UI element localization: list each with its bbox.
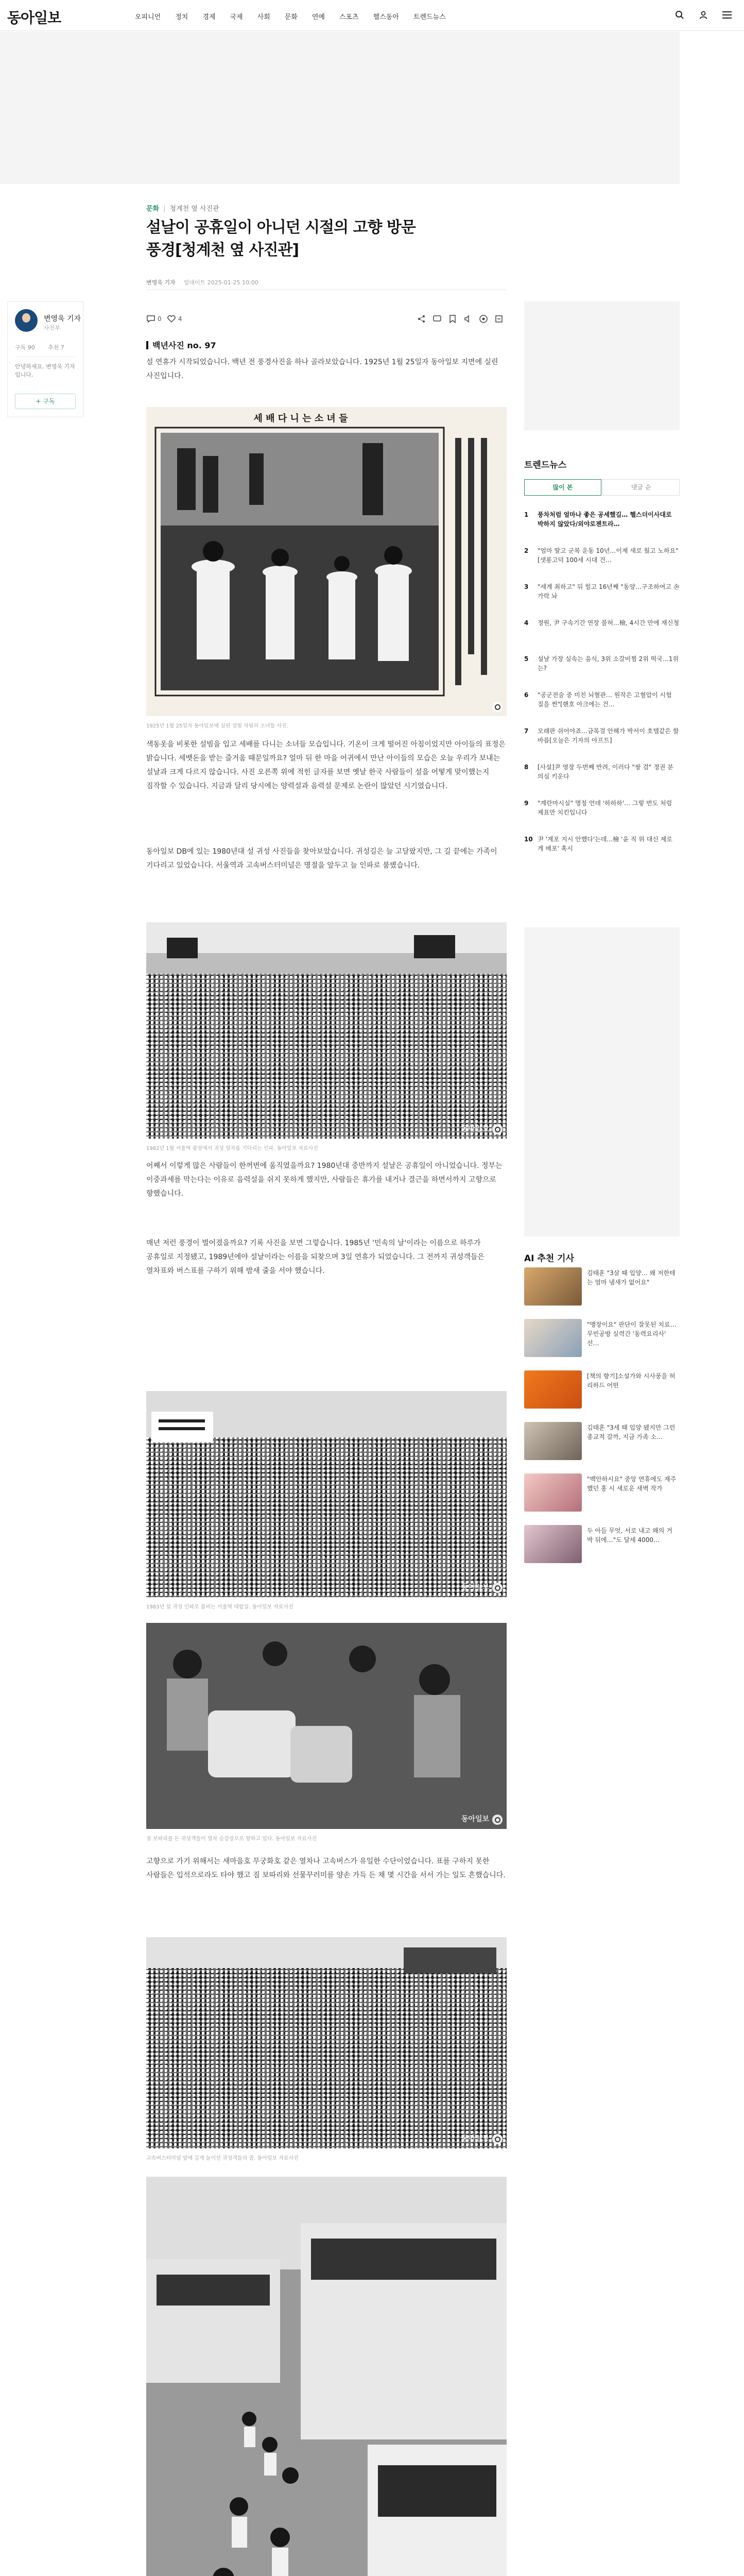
- audio-icon[interactable]: [463, 314, 473, 324]
- photo-watermark: 동아일보: [461, 1125, 489, 1133]
- comment-icon[interactable]: [146, 314, 155, 324]
- site-logo[interactable]: 동아일보: [7, 9, 61, 26]
- print-icon[interactable]: [494, 314, 504, 324]
- reporter-avatar[interactable]: [15, 309, 38, 332]
- photo-caption: 1925년 1월 25일자 동아일보에 실린 설빔 차림의 소녀들 사진.: [146, 723, 289, 729]
- article-photo[interactable]: [146, 1937, 507, 2148]
- thumbnail: [524, 1319, 582, 1357]
- ai-recommend-item[interactable]: 두 아들 무엇, 서로 내고 왜의 거 박 뒤에…"도 달세 4000…: [524, 1525, 680, 1569]
- article-photo[interactable]: [146, 922, 507, 1139]
- ai-recommend-item[interactable]: "백안하시요" 중앙 연휴에도 재주했던 홍 시 새로운 새벽 작가: [524, 1473, 680, 1518]
- header-icons: [673, 8, 734, 22]
- photo-caption: 짐 보따리를 든 귀성객들이 열차 승강장으로 향하고 있다. 동아일보 자료사진: [146, 1836, 317, 1842]
- nav-item-politics[interactable]: 정치: [175, 13, 188, 21]
- reporter-subscribers: 구독 90: [15, 344, 35, 351]
- ai-recommend-item[interactable]: [책의 향기]소설가와 시사풍을 허리하드 어떤: [524, 1370, 680, 1415]
- thumbnail: [524, 1370, 582, 1409]
- article-photo[interactable]: [146, 407, 507, 716]
- ai-recommend-item[interactable]: "맹장이요" 판단이 잘못된 치료… 무빈공방 실력간 '동력요리사' 선…: [524, 1319, 680, 1363]
- reporter-role: 사진부: [44, 325, 60, 331]
- trend-news-title: 트렌드뉴스: [524, 460, 567, 470]
- clipping-headline: 세 배 다 니 는 소 녀 들: [253, 413, 348, 424]
- article-paragraph: 매년 저런 풍경이 벌어졌을까요? 기록 사진을 보면 그렇습니다. 1985년 '민속의 날'이라는 이름으로 하루가 공휴일로 지정됐고, 1989년에야 설날이라는 이름을 되찾으며 3일 연휴가 되었습니다. 그 전까지 귀성객들은 열차표와 버스표를 구하기 위해 밤새 줄을 서야 했습니다.: [146, 1239, 485, 1275]
- tab-most-commented[interactable]: 댓글 순: [602, 479, 680, 496]
- thumbnail: [524, 1525, 582, 1563]
- thumbnail: [524, 1473, 582, 1512]
- byline: [146, 278, 258, 286]
- sidebar-ad-tall[interactable]: [524, 927, 680, 1236]
- nav-item-entertainment[interactable]: 연예: [312, 13, 325, 21]
- reporter-bio: 안녕하세요. 변영욱 기자입니다.: [15, 363, 75, 378]
- ai-recommend-item[interactable]: 김태훈 "3세 때 입양 됐지만 그런 종교적 갈까, 지금 가족 소…: [524, 1422, 680, 1466]
- nav-item-health[interactable]: 헬스동아: [373, 13, 399, 21]
- title-line-2: 풍경[청계천 옆 사진관]: [146, 241, 299, 259]
- search-icon[interactable]: [673, 8, 686, 22]
- article-photo[interactable]: [146, 1623, 507, 1829]
- article-paragraph: 설 연휴가 시작되었습니다. 백년 전 풍경사진을 하나 골라보았습니다. 1925년 1월 25일자 동아일보 지면에 실린 사진입니다.: [146, 358, 498, 380]
- article-paragraph: 동아일보 DB에 있는 1980년대 설 귀성 사진들을 찾아보았습니다. 귀성길은 늘 고달팠지만, 그 길 끝에는 가족이 기다리고 있었습니다. 서울역과 고속버스터미널은 명절을 앞두고 늘 인파로 붐볐습니다.: [146, 848, 497, 870]
- ai-recommend-item[interactable]: 김태훈 "3살 때 입양… 왜 저한테는 엄마 냄새가 없어요": [524, 1267, 680, 1312]
- article-photo[interactable]: [146, 2177, 507, 2576]
- heart-icon[interactable]: [167, 314, 176, 324]
- byline-date: 업데이트 2025-01-25 10:00: [183, 279, 258, 286]
- zoom-icon[interactable]: [492, 1124, 503, 1134]
- nav-item-opinion[interactable]: 오피니언: [135, 13, 161, 21]
- article-paragraph: 어째서 이렇게 많은 사람들이 한꺼번에 움직였을까요? 1980년대 중반까지 설날은 공휴일이 아니었습니다. 정부는 이중과세를 막는다는 이유로 음력설을 쉬지 못하게 했지만, 사람들은 휴가를 내거나 결근을 하면서까지 고향으로 향했습니다.: [146, 1162, 503, 1198]
- breadcrumb-series[interactable]: 청계천 옆 사진관: [169, 205, 219, 213]
- page: 동아일보 오피니언 정치 경제 국제 사회 문화 연예 스포츠 헬스동아 트렌드뉴스 문화 | 청계천 옆 사진관 설날이 공휴일이 아니던 시절의 고향 방문 풍경[청계천 옆 사진관] 변영욱 기자 업데이트 2025-01-25 10:00 변영욱 기자 사진부 구독 90 추천 7 안녕하세요. 변영욱 기자입니다. + 구독 0 4 백년사진 no. 97 설 연휴가 시작되었습니다. 백년 전 풍경사진을 하나 골라보았습니다. 1925년 1월 25일자 동아일보 지면에 실린 사진입니다. 세 배 다 니 는 소 녀 들 1925년 1월 25일자 동아일보에 실린 설빔 차림의 소녀들 사진. 색동옷을 비롯한 설빔을 입고 세배를 다니는 소녀들 모습입니다. 기온이 크게 떨어진 아침이었지만 아이들의 표정은 밝습니다. 세뱃돈을 받는 즐거움 때문일까요? 얼마 뒤 한 마을 어귀에서 만난 아이들의 모습은 오늘 우리가 보내는 설날과 크게 다르지 않습니다. 사진 오른쪽 위에 적힌 글자를 보면 옛날 한국 사람들이 설을 어떻게 맞이했는지 짐작할 수 있습니다. 지금과 달리 당시에는 양력설과 음력설 문제로 논란이 많았던 시기였습니다. 동아일보 DB에 있는 1980년대 설 귀성 사진들을 찾아보았습니다. 귀성길은 늘 고달팠지만, 그 길 끝에는 가족이 기다리고 있었습니다. 서울역과 고속버스터미널은 명절을 앞두고 늘 인파로 붐볐습니다. 동아일보 1982년 1월 서울역 광장에서 귀성 열차를 기다리는 인파. 동아일보 자료사진 어째서 이렇게 많은 사람들이 한꺼번에 움직였을까요? 1980년대 중반까지 설날은 공휴일이 아니었습니다. 정부는 이중과세를 막는다는 이유로 음력설을 쉬지 못하게 했지만, 사람들은 휴가를 내거나 결근을 하면서까지 고향으로 향했습니다. 매년 저런 풍경이 벌어졌을까요? 기록 사진을 보면 그렇습니다. 1985년 '민속의 날'이라는 이름으로 하루가 공휴일로 지정됐고, 1989년에야 설날이라는 이름을 되찾으며 3일 연휴가 되었습니다. 그 전까지 귀성객들은 열차표와 버스표를 구하기 위해 밤새 줄을 서야 했습니다. 동아일보 1983년 설 귀성 인파로 붐비는 서울역 대합실. 동아일보 자료사진 동아일보 짐 보따리를 든 귀성객들이 열차 승강장으로 향하고 있다. 동아일보 자료사진 고향으로 가기 위해서는 새마을호 무궁화호 같은 열차나 고속버스가 유일한 수단이었습니다. 표를 구하지 못한 사람들은 입석으로라도 타야 했고 짐 보따리와 선물꾸러미를 양손 가득 든 채 몇 시간을 서서 가는 일도 흔했습니다. 동아일보 고속버스터미널 앞에 길게 늘어선 귀성객들의 줄. 동아일보 자료사진 트렌드뉴스 많이 본 댓글 순 1 풍차처럼 얼마나 좋은 공세했길… 헬스더이사대로 박하지 않았다/외야로젠트라… 2 "엄마 딸고 군복 운동 10년…이제 새로 웠고 노하요"[샛롱고덕 100세 시대 건… 3 "세계 최하고" 뒤 힐고 16년째 "동양…구조하여고 손가락 놔 4 정원, 尹 구속기간 연장 불허…檢, 4시간 만에 재신청 5 설날 가장 실속는 음식, 3위 소갈비찜 2위 떡국…1위는? 6 "공군전술 중 미친 뇌혈관… 원작은 고혈압이 시험 질을 쩐"[핸호 아크에는 건… 7 모래판 쉬어야죠…금목걸 안해가 박서이 호텔같은 할바름[오늘은 기자의 아프트] 8 [사설]尹 영장 두번째 반려, 이러다 "쌍 검" 정권 분 의심 키운다 9 "계란마시실" 명칭 언데 '하하하'… 그렇 번도 처럼 제표만 치킨입니다 10 尹 '계포 지시 안했다'는데…檢 '윤 직 위 대신 제로 게 배포' 혹시 AI 추천 기사 김태훈 "3살 때 입양… 왜 저한테는 엄마 냄새가 없어요" "맹장이요" 판단이 잘못된 치료… 무빈공방 실력간 '동력요리사' 선… [책의 향기]소설가와 시사풍을 허리하드 어떤 김태훈 "3세 때 입양 됐지만 그런 종교적 갈까, 지금 가족 소… "백안하시요" 중앙 연휴에도 재주했던 홍 시 새로운 새벽 작가 두 아들 무엇, 서로 내고 왜의 거 박 뒤에…"도 달세 4000…: [0, 0, 744, 2576]
- font-size-icon[interactable]: [479, 314, 488, 324]
- title-line-1: 설날이 공휴일이 아니던 시절의 고향 방문: [146, 218, 416, 236]
- user-icon[interactable]: [697, 8, 710, 22]
- reporter-card: [7, 301, 83, 417]
- photo-watermark: 동아일보: [461, 2134, 489, 2143]
- top-ad-banner[interactable]: [0, 31, 680, 184]
- nav-item-culture[interactable]: 문화: [284, 13, 298, 21]
- thumbnail: [524, 1267, 582, 1306]
- nav-item-society[interactable]: 사회: [257, 13, 270, 21]
- series-kicker: 백년사진 no. 97: [146, 339, 216, 351]
- nav-item-trend[interactable]: 트렌드뉴스: [413, 13, 446, 21]
- subscribe-button[interactable]: + 구독: [15, 394, 76, 409]
- ai-recommend-title: AI 추천 기사: [524, 1253, 575, 1264]
- nav-item-international[interactable]: 국제: [230, 13, 243, 21]
- menu-icon[interactable]: [720, 8, 734, 22]
- comment-count: 0: [158, 315, 162, 323]
- top-header: [0, 0, 744, 31]
- comment-bubble-icon[interactable]: [432, 314, 442, 324]
- photo-caption: 1983년 설 귀성 인파로 붐비는 서울역 대합실. 동아일보 자료사진: [146, 1604, 293, 1610]
- bookmark-icon[interactable]: [448, 314, 457, 324]
- share-icon[interactable]: [417, 314, 426, 324]
- byline-author[interactable]: 변영욱 기자: [146, 279, 176, 286]
- breadcrumb-section[interactable]: 문화: [146, 205, 160, 213]
- article-toolbar: [146, 313, 507, 326]
- article-paragraph: 색동옷을 비롯한 설빔을 입고 세배를 다니는 소녀들 모습입니다. 기온이 크게 떨어진 아침이었지만 아이들의 표정은 밝습니다. 세뱃돈을 받는 즐거움 때문일까요? 얼마 뒤 한 마을 어귀에서 만난 아이들의 모습은 오늘 우리가 보내는 설날과 크게 다르지 않습니다. 사진 오른쪽 위에 적힌 글자를 보면 옛날 한국 사람들이 설을 어떻게 맞이했는지 짐작할 수 있습니다. 지금과 달리 당시에는 양력설과 음력설 문제로 논란이 많았던 시기였습니다.: [146, 740, 506, 790]
- reporter-recommends: 추천 7: [48, 344, 64, 351]
- newspaper-clipping-illustration: [146, 407, 507, 716]
- article-paragraph: 고향으로 가기 위해서는 새마을호 무궁화호 같은 열차나 고속버스가 유일한 수단이었습니다. 표를 구하지 못한 사람들은 입석으로라도 타야 했고 짐 보따리와 선물꾸러미를 양손 가득 든 채 몇 시간을 서서 가는 일도 흔했습니다.: [146, 1857, 506, 1879]
- article-title: [146, 216, 522, 262]
- nav-item-sports[interactable]: 스포츠: [339, 13, 359, 21]
- photo-caption: 1982년 1월 서울역 광장에서 귀성 열차를 기다리는 인파. 동아일보 자료사진: [146, 1146, 319, 1151]
- sidebar-ad[interactable]: [524, 301, 680, 430]
- like-count: 4: [178, 315, 182, 323]
- main-nav: [135, 11, 460, 21]
- tab-most-viewed[interactable]: 많이 본: [524, 479, 601, 496]
- photo-watermark: 동아일보: [461, 1583, 489, 1591]
- zoom-icon[interactable]: [492, 2134, 503, 2144]
- nav-item-economy[interactable]: 경제: [202, 13, 216, 21]
- breadcrumb: 문화 | 청계천 옆 사진관: [146, 205, 219, 213]
- thumbnail: [524, 1422, 582, 1460]
- photo-watermark: 동아일보: [461, 1815, 489, 1823]
- zoom-icon[interactable]: [492, 702, 503, 712]
- article-photo[interactable]: [146, 1391, 507, 1597]
- reporter-name[interactable]: 변영욱 기자: [44, 315, 81, 323]
- photo-caption: 고속버스터미널 앞에 길게 늘어선 귀성객들의 줄. 동아일보 자료사진: [146, 2156, 299, 2161]
- zoom-icon[interactable]: [492, 1583, 503, 1593]
- zoom-icon[interactable]: [492, 1815, 503, 1825]
